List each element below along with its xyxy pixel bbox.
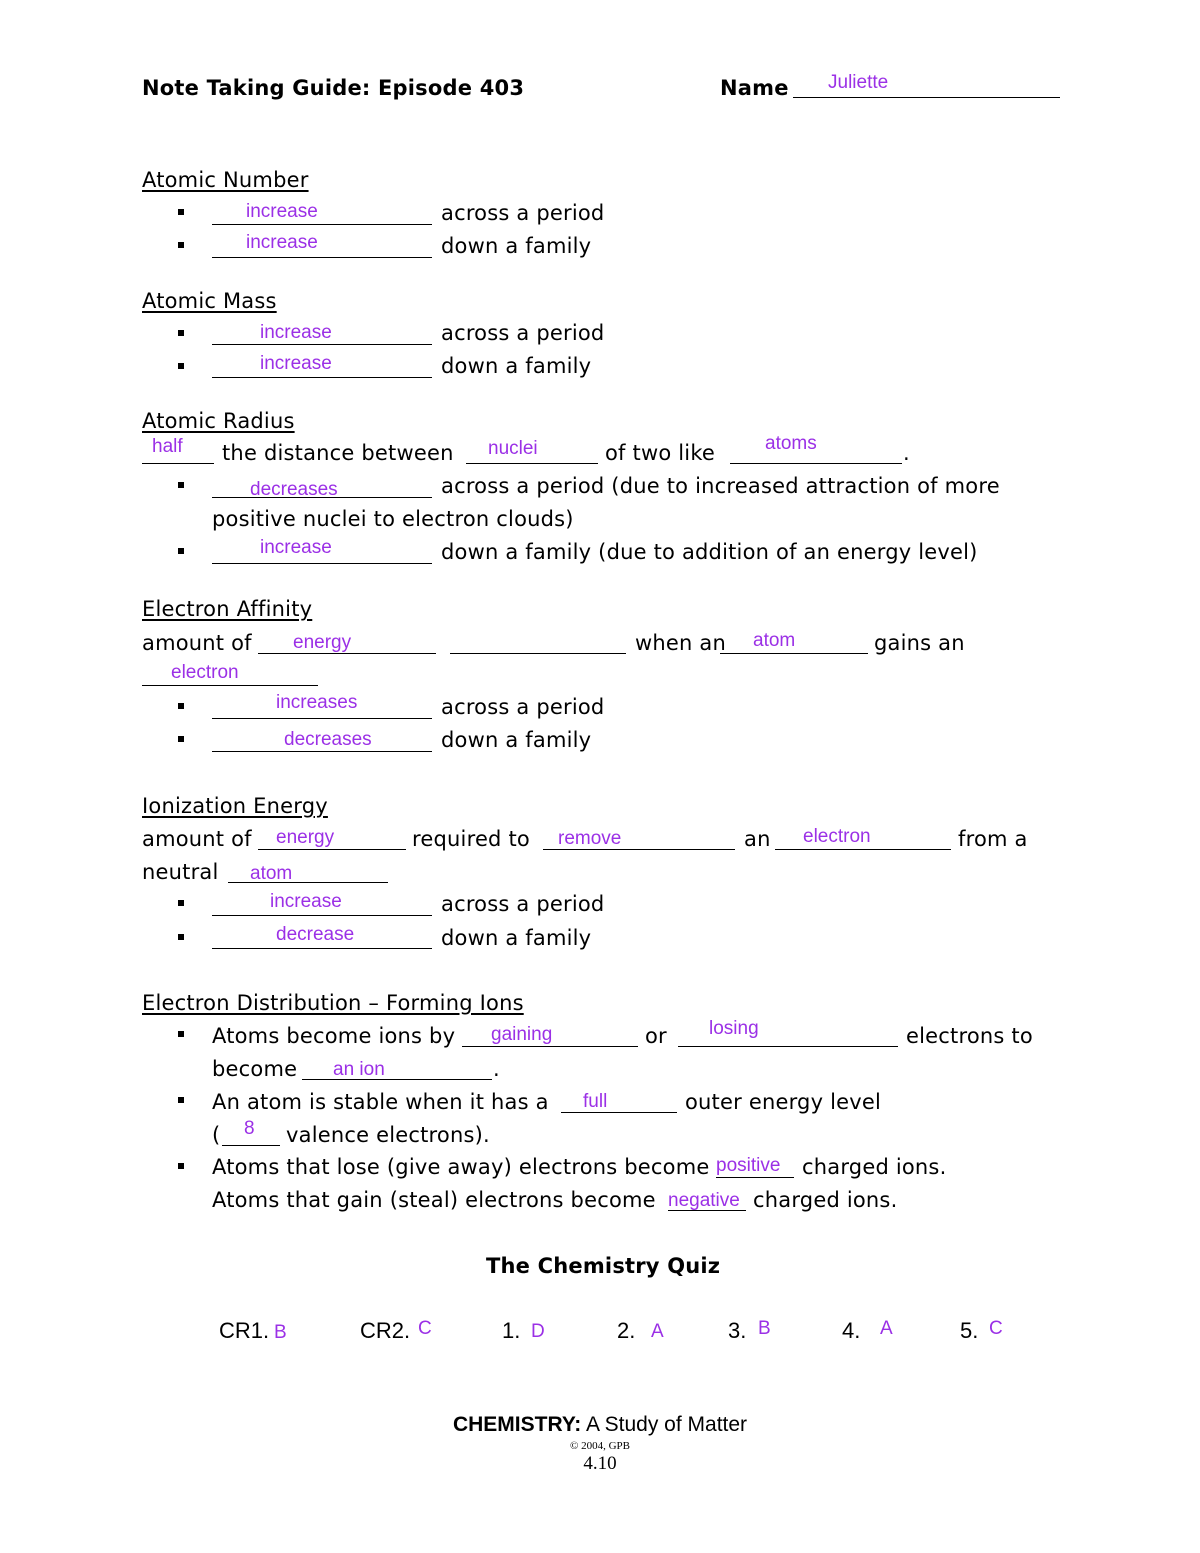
electron-distribution-answer-full[interactable]: full: [583, 1091, 608, 1112]
blank-line: [302, 1079, 492, 1080]
blank-line: [462, 1046, 638, 1047]
electron-distribution-b1-text-3: electrons to: [906, 1024, 1033, 1048]
ionization-energy-answer-energy[interactable]: energy: [276, 827, 335, 848]
electron-distribution-b1-text-2: or: [645, 1024, 667, 1048]
electron-distribution-answer-gaining[interactable]: gaining: [491, 1024, 553, 1045]
atomic-radius-text-2: down a family (due to addition of an energy level): [441, 540, 978, 564]
electron-distribution-b2-text-2: outer energy level: [685, 1090, 882, 1114]
name-label: Name: [720, 76, 789, 100]
quiz-label-4: 4.: [842, 1318, 861, 1343]
quiz-answer-1[interactable]: D: [531, 1321, 545, 1342]
electron-distribution-answer-negative[interactable]: negative: [668, 1190, 740, 1211]
electron-distribution-answer-8[interactable]: 8: [244, 1118, 255, 1139]
ionization-energy-answer-remove[interactable]: remove: [558, 828, 622, 849]
bullet-icon: [178, 900, 184, 906]
atomic-radius-heading: Atomic Radius: [142, 409, 295, 433]
atomic-mass-heading: Atomic Mass: [142, 289, 277, 313]
blank-line: [212, 915, 432, 916]
blank-line: [212, 563, 432, 564]
name-value[interactable]: Juliette: [828, 72, 889, 93]
blank-line: [730, 463, 902, 464]
bullet-icon: [178, 330, 184, 336]
electron-affinity-text-1: across a period: [441, 695, 605, 719]
atomic-number-answer-2[interactable]: increase: [246, 232, 318, 253]
quiz-label-2: 2.: [617, 1318, 636, 1343]
blank-line: [142, 463, 214, 464]
footer-copyright: © 2004, GPB: [569, 1440, 630, 1452]
atomic-mass-answer-2[interactable]: increase: [260, 353, 332, 374]
bullet-icon: [178, 548, 184, 554]
electron-distribution-b3-text-3: Atoms that gain (steal) electrons become: [212, 1188, 656, 1212]
blank-line: [212, 224, 432, 225]
electron-affinity-answer-1[interactable]: increases: [276, 692, 358, 713]
electron-distribution-answer-an-ion[interactable]: an ion: [333, 1059, 385, 1080]
atomic-radius-answer-atoms[interactable]: atoms: [765, 433, 817, 454]
ionization-energy-text-2: down a family: [441, 926, 592, 950]
atomic-radius-def-text-1: the distance between: [222, 441, 454, 465]
bullet-icon: [178, 1031, 184, 1037]
bullet-icon: [178, 363, 184, 369]
blank-line: [716, 1177, 794, 1178]
bullet-icon: [178, 209, 184, 215]
quiz-answer-3[interactable]: B: [758, 1318, 771, 1339]
ionization-energy-def-text-1: amount of: [142, 827, 252, 851]
footer-page-number: 4.10: [583, 1453, 617, 1474]
blank-line: [561, 1112, 677, 1113]
electron-distribution-b2-text-3: valence electrons).: [286, 1123, 490, 1147]
bullet-icon: [178, 1163, 184, 1169]
blank-line: [212, 751, 432, 752]
blank-line: [466, 463, 598, 464]
atomic-number-text-2: down a family: [441, 234, 592, 258]
ionization-energy-answer-1[interactable]: increase: [270, 891, 342, 912]
electron-affinity-def-text-3: gains an: [874, 631, 965, 655]
quiz-label-5: 5.: [960, 1318, 979, 1343]
blank-line: [258, 849, 406, 850]
blank-line: [142, 685, 318, 686]
atomic-radius-text-1: across a period (due to increased attraction of more: [441, 474, 1000, 498]
atomic-mass-answer-1[interactable]: increase: [260, 322, 332, 343]
atomic-mass-text-1: across a period: [441, 321, 605, 345]
electron-distribution-heading: Electron Distribution – Forming Ions: [142, 991, 524, 1015]
atomic-radius-text-1b: positive nuclei to electron clouds): [212, 507, 574, 531]
blank-line: [678, 1046, 898, 1047]
quiz-label-1: 1.: [502, 1318, 521, 1343]
bullet-icon: [178, 482, 184, 488]
atomic-mass-text-2: down a family: [441, 354, 592, 378]
electron-distribution-answer-losing[interactable]: losing: [709, 1018, 759, 1039]
electron-distribution-b3-text-4: charged ions.: [753, 1188, 898, 1212]
footer-branding: [0, 1411, 1200, 1438]
quiz-label-cr2: CR2.: [360, 1318, 411, 1343]
electron-affinity-def-text-2: when an: [635, 631, 726, 655]
atomic-radius-answer-nuclei[interactable]: nuclei: [488, 438, 538, 459]
electron-affinity-answer-energy[interactable]: energy: [293, 632, 352, 653]
bullet-icon: [178, 242, 184, 248]
blank-line: [450, 653, 626, 654]
quiz-answer-4[interactable]: A: [880, 1318, 893, 1339]
electron-distribution-b1-text-4: become: [212, 1057, 298, 1081]
name-blank-line: [793, 97, 1060, 98]
electron-distribution-b2-paren: (: [212, 1123, 221, 1147]
atomic-number-answer-1[interactable]: increase: [246, 201, 318, 222]
electron-affinity-answer-2[interactable]: decreases: [284, 729, 372, 750]
quiz-title: The Chemistry Quiz: [486, 1254, 721, 1278]
bullet-icon: [178, 703, 184, 709]
footer-brand: CHEMISTRY:: [452, 1413, 582, 1436]
atomic-radius-answer-2[interactable]: increase: [260, 537, 332, 558]
electron-distribution-b1-text-1: Atoms become ions by: [212, 1024, 456, 1048]
atomic-number-heading: Atomic Number: [142, 168, 309, 192]
electron-distribution-b2-text-1: An atom is stable when it has a: [212, 1090, 549, 1114]
page-title: Note Taking Guide: Episode 403: [142, 76, 525, 100]
quiz-answer-5[interactable]: C: [989, 1318, 1003, 1339]
atomic-radius-answer-half[interactable]: half: [152, 436, 183, 457]
atomic-radius-period: .: [903, 441, 910, 465]
blank-line: [212, 718, 432, 719]
blank-line: [212, 377, 432, 378]
ionization-energy-answer-atom[interactable]: atom: [250, 863, 293, 884]
quiz-answer-cr1[interactable]: B: [274, 1322, 287, 1343]
electron-affinity-answer-electron[interactable]: electron: [171, 662, 239, 683]
electron-distribution-b1-period: .: [493, 1057, 500, 1081]
ionization-energy-heading: Ionization Energy: [142, 794, 328, 818]
electron-distribution-b3-text-2: charged ions.: [802, 1155, 947, 1179]
footer-subtitle: A Study of Matter: [581, 1413, 748, 1436]
electron-distribution-answer-positive[interactable]: positive: [716, 1155, 781, 1176]
blank-line: [720, 653, 868, 654]
ionization-energy-answer-2[interactable]: decrease: [276, 924, 355, 945]
electron-distribution-b3-text-1: Atoms that lose (give away) electrons become: [212, 1155, 710, 1179]
quiz-label-cr1: CR1.: [219, 1318, 270, 1343]
quiz-answer-2[interactable]: A: [651, 1321, 664, 1342]
atomic-radius-def-text-2: of two like: [605, 441, 716, 465]
blank-line: [212, 344, 432, 345]
quiz-answer-cr2[interactable]: C: [418, 1318, 432, 1339]
ionization-energy-answer-electron[interactable]: electron: [803, 826, 871, 847]
electron-affinity-def-text-1: amount of: [142, 631, 252, 655]
bullet-icon: [178, 1097, 184, 1103]
blank-line: [222, 1145, 280, 1146]
blank-line: [212, 257, 432, 258]
ionization-energy-def-text-2: required to: [412, 827, 530, 851]
atomic-number-text-1: across a period: [441, 201, 605, 225]
bullet-icon: [178, 736, 184, 742]
bullet-icon: [178, 934, 184, 940]
ionization-energy-def-text-3: an: [744, 827, 771, 851]
electron-affinity-answer-atom[interactable]: atom: [753, 630, 796, 651]
quiz-label-3: 3.: [728, 1318, 747, 1343]
electron-affinity-heading: Electron Affinity: [142, 597, 313, 621]
blank-line: [212, 948, 432, 949]
atomic-radius-answer-1[interactable]: decreases: [250, 479, 338, 500]
ionization-energy-text-1: across a period: [441, 892, 605, 916]
electron-affinity-text-2: down a family: [441, 728, 592, 752]
blank-line: [775, 849, 951, 850]
ionization-energy-def-text-4: from a: [958, 827, 1028, 851]
ionization-energy-def-text-5: neutral: [142, 860, 219, 884]
